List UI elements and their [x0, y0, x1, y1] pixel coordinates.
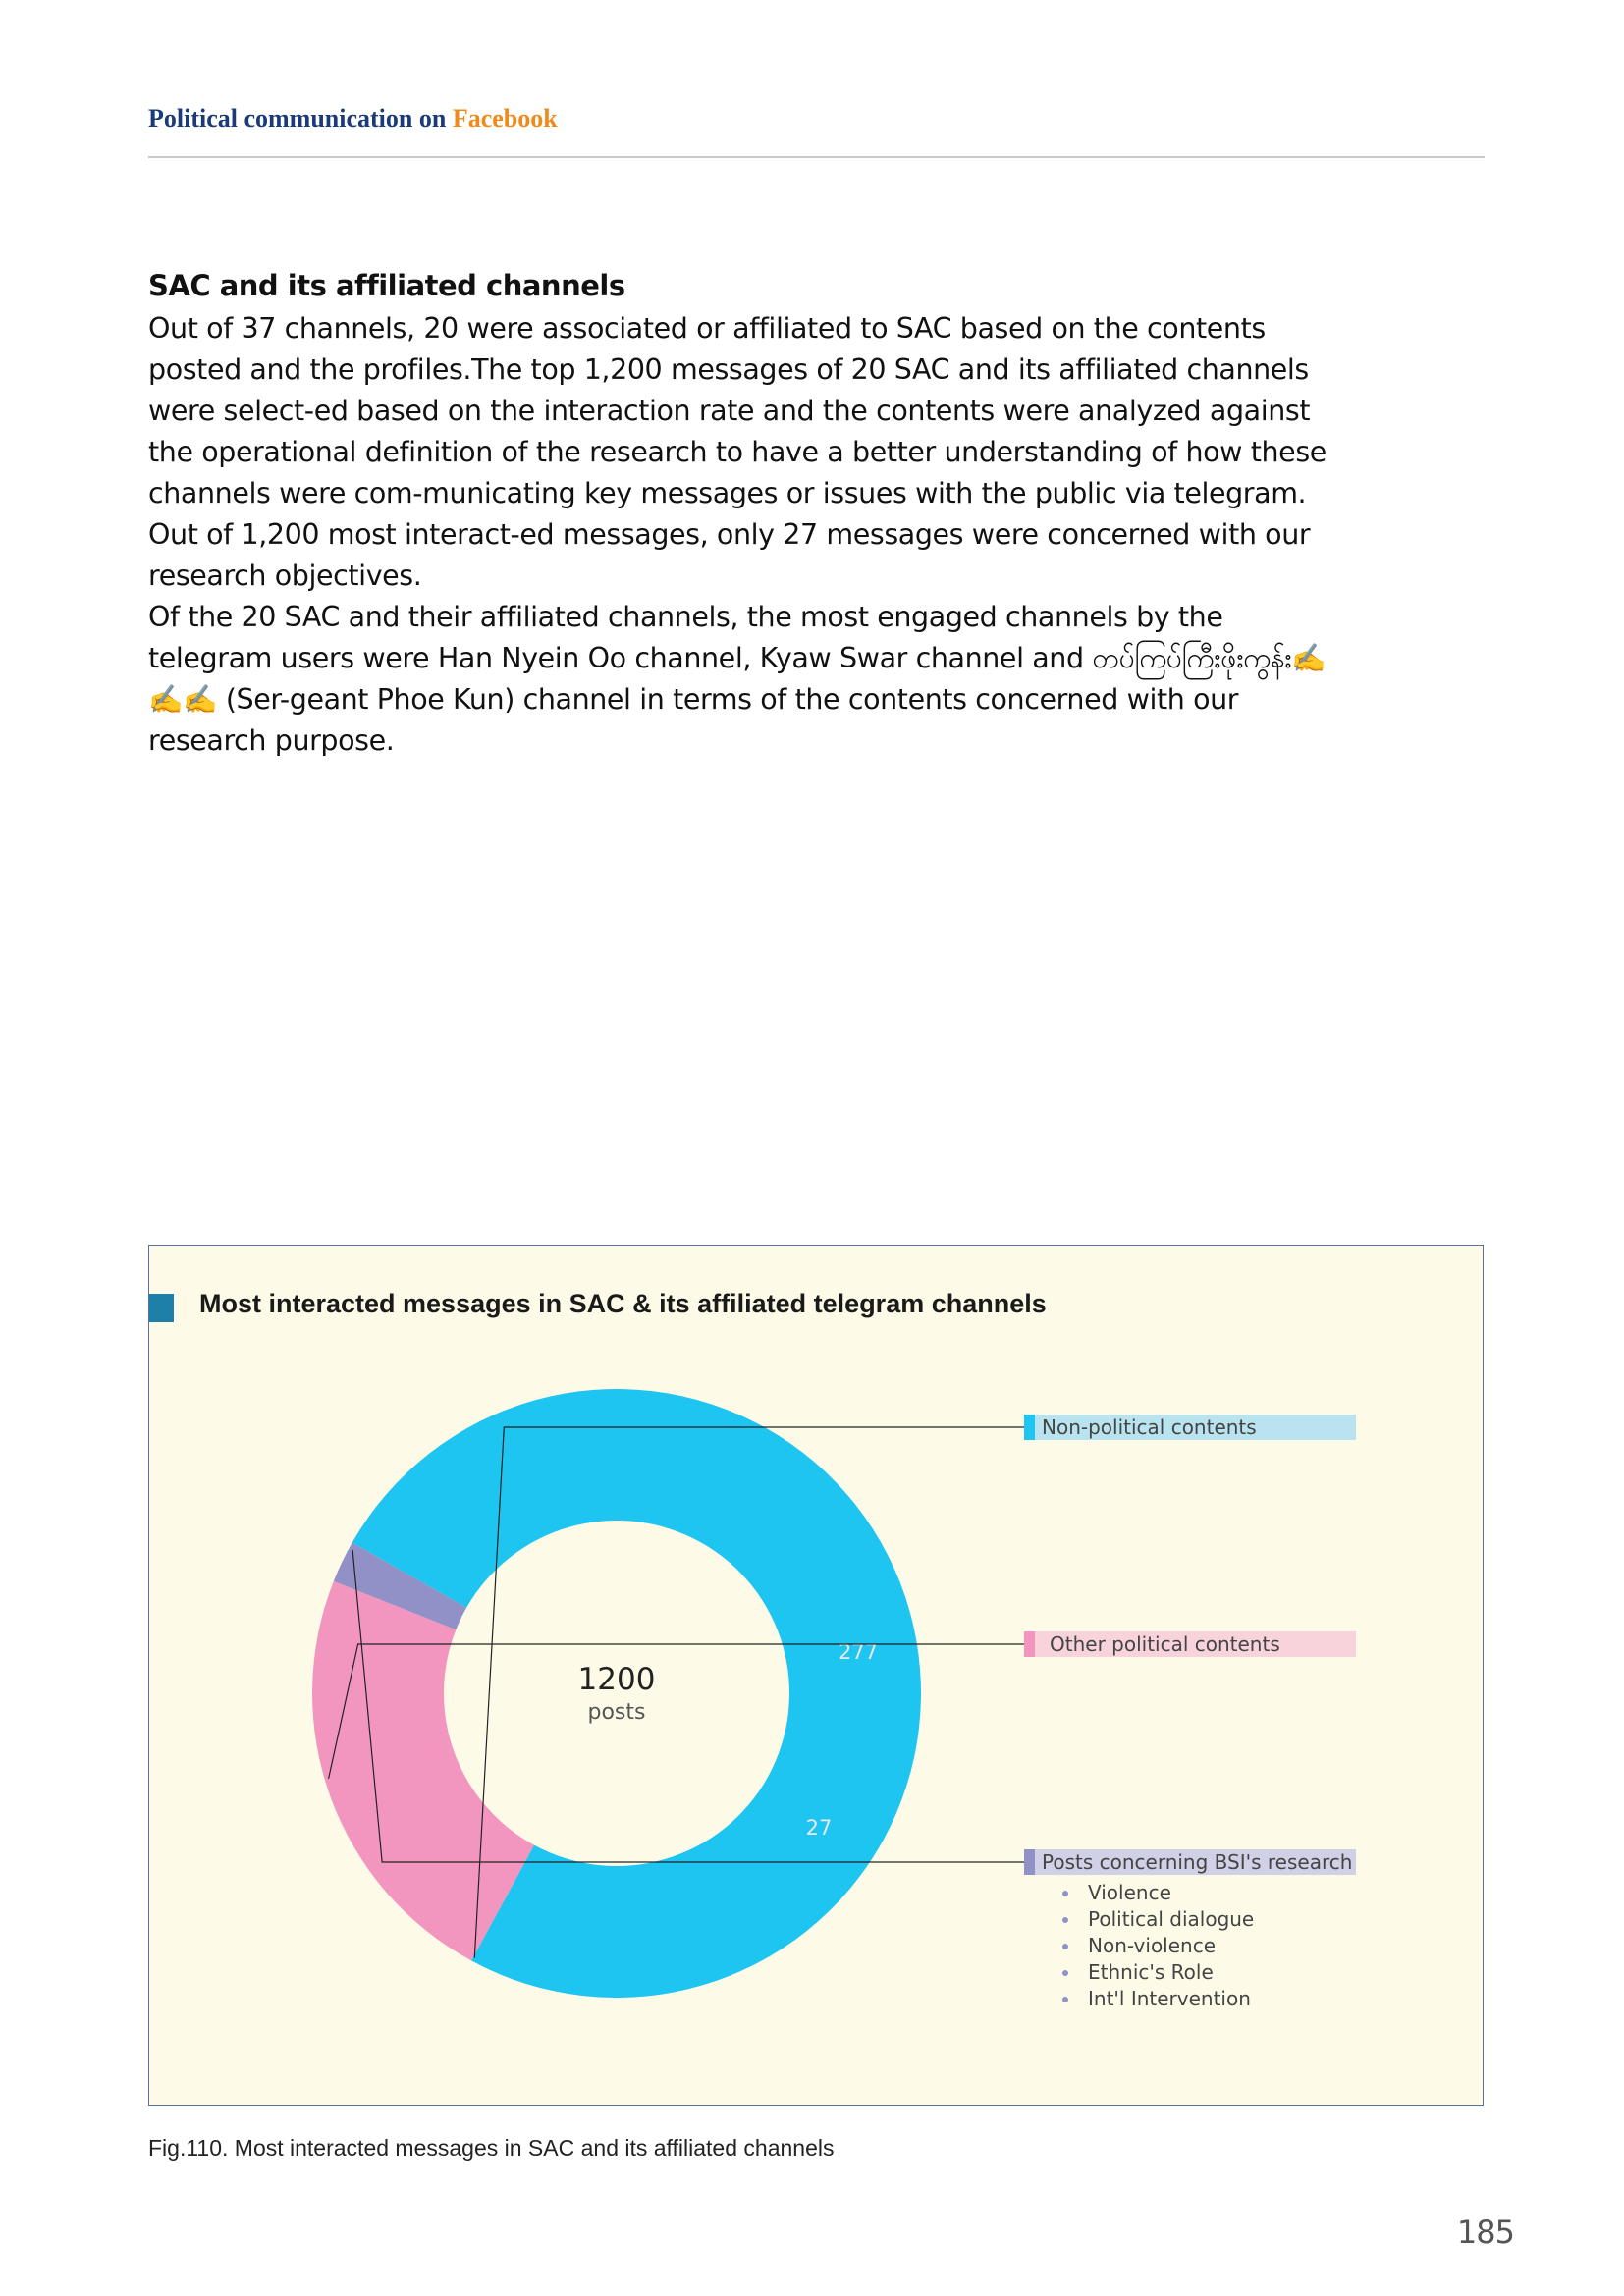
list-item: Political dialogue	[1062, 1906, 1254, 1933]
donut-slice-1	[312, 1581, 534, 1961]
donut-center-label: posts	[587, 1700, 646, 1725]
donut-chart	[149, 1246, 1482, 2104]
header-accent: Facebook	[452, 104, 558, 133]
paragraph-2: Of the 20 SAC and their affiliated channels, the most engaged channels by the telegram users were Han Nyein Oo channel, Kyaw Swar channel and တပ်ကြပ်ကြီးဖိုးကွန်း✍️✍️✍️ (Ser-geant Phoe Kun) channel in terms of the contents concerned with our research purpose.	[148, 601, 1326, 757]
bsi-research-topics	[1062, 1880, 1254, 2012]
section-title: SAC and its affiliated channels	[148, 269, 625, 302]
legend-label-text: Other political contents	[1050, 1632, 1280, 1656]
page-header	[148, 104, 1485, 133]
legend-label-text: Posts concerning BSI's research	[1042, 1850, 1353, 1874]
slice-value-label: 27	[805, 1816, 833, 1840]
chart-panel	[148, 1245, 1484, 2106]
list-item: Violence	[1062, 1880, 1254, 1906]
legend-swatch	[1024, 1631, 1035, 1657]
figure-caption: Fig.110. Most interacted messages in SAC and its affiliated channels	[148, 2135, 835, 2161]
donut-center-value: 1200	[577, 1662, 656, 1697]
header-title: Political communication on	[148, 104, 453, 133]
list-item: Int'l Intervention	[1062, 1986, 1254, 2012]
legend-swatch	[1024, 1415, 1035, 1440]
page-number: 185	[1456, 2214, 1514, 2251]
list-item: Ethnic's Role	[1062, 1959, 1254, 1986]
paragraph-1: Out of 37 channels, 20 were associated or affiliated to SAC based on the contents posted and the profiles.The top 1,200 messages of 20 SAC and its affiliated channels were select-ed based on the interaction rate and the contents were analyzed against the operational definition of the research to have a better understanding of how these channels were com-municating key messages or issues with the public via telegram. Out of 1,200 most interact-ed messages, only 27 messages were concerned with our research objectives.	[148, 312, 1326, 592]
legend-swatch	[1024, 1849, 1035, 1875]
legend-other-political	[1024, 1631, 1356, 1657]
list-item: Non-violence	[1062, 1933, 1254, 1959]
chart-title: Most interacted messages in SAC & its affiliated telegram channels	[199, 1289, 1047, 1318]
legend-label-text: Non-political contents	[1042, 1415, 1257, 1439]
legend-non-political	[1024, 1415, 1356, 1440]
legend-bsi-research	[1024, 1849, 1356, 1875]
slice-value-label: 277	[838, 1640, 879, 1664]
header-divider	[148, 156, 1485, 158]
